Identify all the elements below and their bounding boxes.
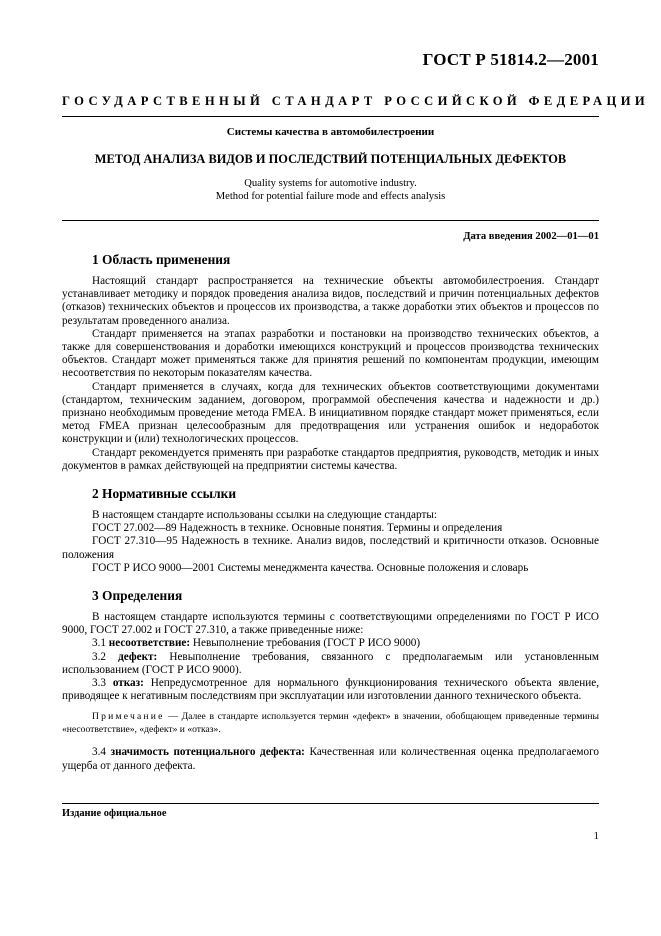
state-standard-title: ГОСУДАРСТВЕННЫЙ СТАНДАРТ РОССИЙСКОЙ ФЕДЕРАЦИИ bbox=[62, 94, 650, 108]
definition-item bbox=[62, 746, 599, 772]
paragraph: Стандарт рекомендуется применять при разработке стандартов предприятия, руководств, методик и иных документов в рамках действующей на предприятии системы качества. bbox=[62, 446, 599, 472]
section-heading: 2 Нормативные ссылки bbox=[92, 486, 237, 502]
section-heading: 3 Определения bbox=[92, 588, 183, 604]
introduction-date: Дата введения 2002—01—01 bbox=[463, 231, 599, 242]
title-divider bbox=[62, 220, 599, 221]
document-subtitle: Системы качества в автомобилестроении bbox=[226, 126, 435, 138]
note-text: — Далее в стандарте используется термин «дефект» в значении, обобщающем приведенные термины «несоответствие», «дефект» и «отказ». bbox=[62, 711, 599, 735]
definition-number: 3.1 bbox=[92, 637, 106, 650]
definition-text: Невыполнение требования, связанного с предполагаемым или установленным использованием (ГОСТ Р ИСО 9000). bbox=[62, 650, 600, 676]
note bbox=[62, 711, 599, 736]
definition-item bbox=[62, 651, 599, 677]
gost-number: ГОСТ Р 51814.2—2001 bbox=[422, 50, 599, 69]
definition-term: несоответствие: bbox=[108, 637, 191, 650]
footer-divider bbox=[62, 803, 599, 804]
reference-item: ГОСТ Р ИСО 9000—2001 Системы менеджмента качества. Основные положения и словарь bbox=[92, 561, 529, 574]
definition-number: 3.2 bbox=[92, 650, 106, 663]
document-body bbox=[62, 252, 599, 786]
definition-number: 3.3 bbox=[92, 677, 106, 690]
definition-text: Непредусмотренное для нормального функционирования технического объекта явление, приводящее к негативным последствиям при эксплуатации или изготовлении данного технического объекта. bbox=[62, 677, 600, 703]
paragraph: Стандарт применяется в случаях, когда для технических объектов соответствующими документами (стандартом, техническим заданием, договором, программой обеспечения качества и надежности и др.) признано необходимым проведение метода FMEA. В инициативном порядке стандарт может применяться, если метод FMEA признан целесообразным для предотвращения или устранения ошибок и недоработок конструкции и (или) технологических процессов. bbox=[62, 380, 599, 446]
definition-term: значимость потенциального дефекта: bbox=[110, 746, 305, 759]
document-title: МЕТОД АНАЛИЗА ВИДОВ И ПОСЛЕДСТВИЙ ПОТЕНЦИАЛЬНЫХ ДЕФЕКТОВ bbox=[94, 152, 567, 166]
definition-term: дефект: bbox=[118, 650, 158, 663]
paragraph: В настоящем стандарте используются термины с соответствующими определениями по ГОСТ Р ИСО 9000, ГОСТ 27.002 и ГОСТ 27.310, а также приведенные ниже: bbox=[62, 611, 599, 637]
reference-item: ГОСТ 27.310—95 Надежность в технике. Анализ видов, последствий и критичности отказов. Основные положения bbox=[62, 535, 599, 561]
section-heading: 1 Область применения bbox=[92, 252, 231, 267]
reference-item: ГОСТ 27.002—89 Надежность в технике. Основные понятия. Термины и определения bbox=[92, 522, 503, 535]
page-number: 1 bbox=[593, 830, 599, 842]
section-definitions bbox=[62, 588, 599, 773]
official-edition-label: Издание официальное bbox=[62, 808, 167, 819]
definition-number: 3.4 bbox=[92, 746, 106, 759]
definition-term: отказ: bbox=[112, 677, 144, 690]
header-divider bbox=[62, 116, 599, 117]
note-label: Примечание bbox=[92, 711, 165, 723]
paragraph: В настоящем стандарте использованы ссылки на следующие стандарты: bbox=[92, 509, 437, 522]
definition-item bbox=[62, 637, 599, 650]
paragraph: Настоящий стандарт распространяется на технические объекты автомобилестроения. Стандарт устанавливает методику и порядок проведения анализа видов, последствий и причин потенциальных дефектов (отказов) технических объектов и процессов их производства, а также доработки этих объектов и процессов по результатам проведенного анализа. bbox=[62, 275, 599, 327]
english-title-line-2: Method for potential failure mode and effects analysis bbox=[215, 191, 446, 202]
definition-item bbox=[62, 677, 599, 703]
section-scope bbox=[62, 252, 599, 473]
definition-text: Невыполнение требования (ГОСТ Р ИСО 9000) bbox=[192, 637, 421, 650]
paragraph: Стандарт применяется на этапах разработки и постановки на производство технических объектов, а также для совершенствования и доработки имеющихся конструкций и процессов производства технических объектов. Стандарт может применяться также для принятия решений по компонентам продукции, имеющим несоответствия по некоторым показателям качества. bbox=[62, 327, 599, 380]
english-title-line-1: Quality systems for automotive industry. bbox=[244, 178, 417, 189]
section-normative-references bbox=[62, 486, 599, 575]
definition-text: Качественная или количественная оценка предполагаемого ущерба от данного дефекта. bbox=[62, 746, 600, 772]
english-title bbox=[62, 177, 599, 203]
